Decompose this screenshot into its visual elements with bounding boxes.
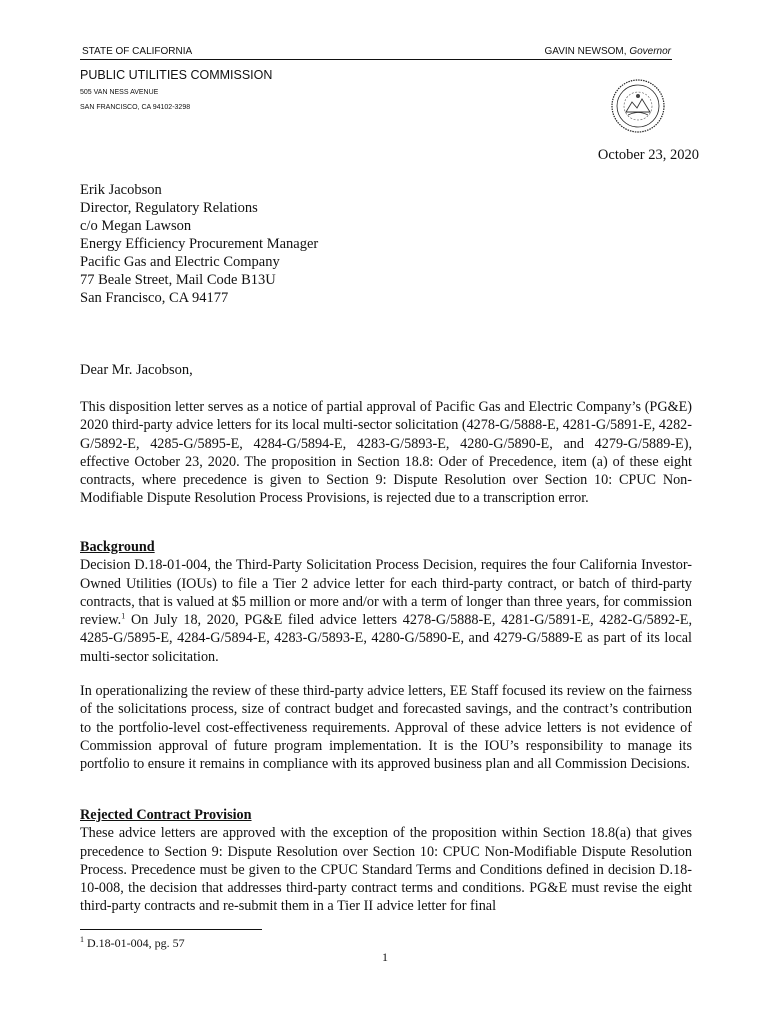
footnote-reference[interactable]: 1 (121, 611, 126, 621)
background-text-a: Decision D.18-01-004, the Third-Party Solicitation Process Decision, requires the four California Investor-Owned Utilities (IOUs) to file a Tier 2 advice letter for each third-party contract, or batch of third-party contracts, that is valued at $5 million or more and/or with a term of longer than three years, for commission review. (80, 557, 692, 629)
footnote (80, 936, 185, 951)
state-seal-icon (610, 78, 666, 134)
commission-name: PUBLIC UTILITIES COMMISSION (80, 68, 273, 82)
page-number: 1 (382, 950, 388, 964)
governor-name: GAVIN NEWSOM, (544, 46, 627, 57)
footnote-number: 1 (80, 935, 84, 944)
addressee-line: c/o Megan Lawson (80, 218, 192, 234)
rejected-heading: Rejected Contract Provision (80, 807, 252, 823)
addressee-line: Energy Efficiency Procurement Manager (80, 236, 319, 252)
governor-header (544, 46, 671, 57)
addressee-line: Director, Regulatory Relations (80, 200, 258, 216)
addressee-line: Pacific Gas and Electric Company (80, 254, 280, 270)
addressee-block (80, 181, 318, 307)
state-header: STATE OF CALIFORNIA (82, 46, 193, 57)
commission-address-line1: 505 VAN NESS AVENUE (80, 89, 159, 96)
background-paragraph (80, 556, 692, 666)
commission-address-line2: SAN FRANCISCO, CA 94102-3298 (80, 104, 191, 111)
letter-date: October 23, 2020 (597, 147, 699, 163)
rejected-section (80, 806, 692, 916)
intro-paragraph: This disposition letter serves as a notice of partial approval of Pacific Gas and Electric Company’s (PG&E) 2020 third-party advice letters for its local multi-sector solicitation (4278-G/5888-E, 4281-G/5891-E, 4282-G/5892-E, 4285-G/5895-E, 4284-G/5894-E, 4283-G/5893-E, 4280-G/5890-E, and 4279-G/5889-E), effective October 23, 2020. The proposition in Section 18.8: Oder of Precedence, item (a) of these eight contracts, where precedence is given to Section 9: Dispute Resolution over Section 10: CPUC Non-Modifiable Dispute Resolution Process Provisions, is rejected due to a transcription error. (80, 399, 692, 507)
addressee-line: Erik Jacobson (80, 182, 162, 198)
governor-title: Governor (629, 46, 671, 57)
rejected-paragraph: These advice letters are approved with the exception of the proposition within Section 18.8(a) that gives precedence to Section 9: Dispute Resolution over Section 10: CPUC Non-Modifiable Dispute Resolution Process. Precedence must be given to the CPUC Standard Terms and Conditions defined in decision D.18-10-008, the decision that addresses third-party contract terms and conditions. PG&E must revise the eight third-party contracts and re-submit them in a Tier II advice letter for final (80, 825, 692, 915)
header-divider (80, 59, 672, 60)
review-paragraph: In operationalizing the review of these third-party advice letters, EE Staff focused its review on the fairness of the solicitations process, size of contract budget and forecasted savings, and the contract’s contribution to the portfolio-level cost-effectiveness requirements. Approval of these advice letters is not evidence of Commission approval of future program implementation. It is the IOU’s responsibility to manage its portfolio to ensure it remains in compliance with its approved business plan and all Commission Decisions. (80, 683, 692, 773)
addressee-line: San Francisco, CA 94177 (80, 290, 229, 306)
footnote-divider (80, 929, 262, 930)
background-section (80, 538, 692, 666)
addressee-line: 77 Beale Street, Mail Code B13U (80, 272, 276, 288)
background-text-b: On July 18, 2020, PG&E filed advice letters 4278-G/5888-E, 4281-G/5891-E, 4282-G/5892-E, 4285-G/5895-E, 4284-G/5894-E, 4283-G/5893-E, 4280-G/5890-E, and 4279-G/5889-E as part of its local multi-sector solicitation. (80, 612, 692, 665)
background-heading: Background (80, 539, 155, 555)
salutation: Dear Mr. Jacobson, (80, 362, 193, 378)
footnote-text: D.18-01-004, pg. 57 (84, 936, 185, 950)
